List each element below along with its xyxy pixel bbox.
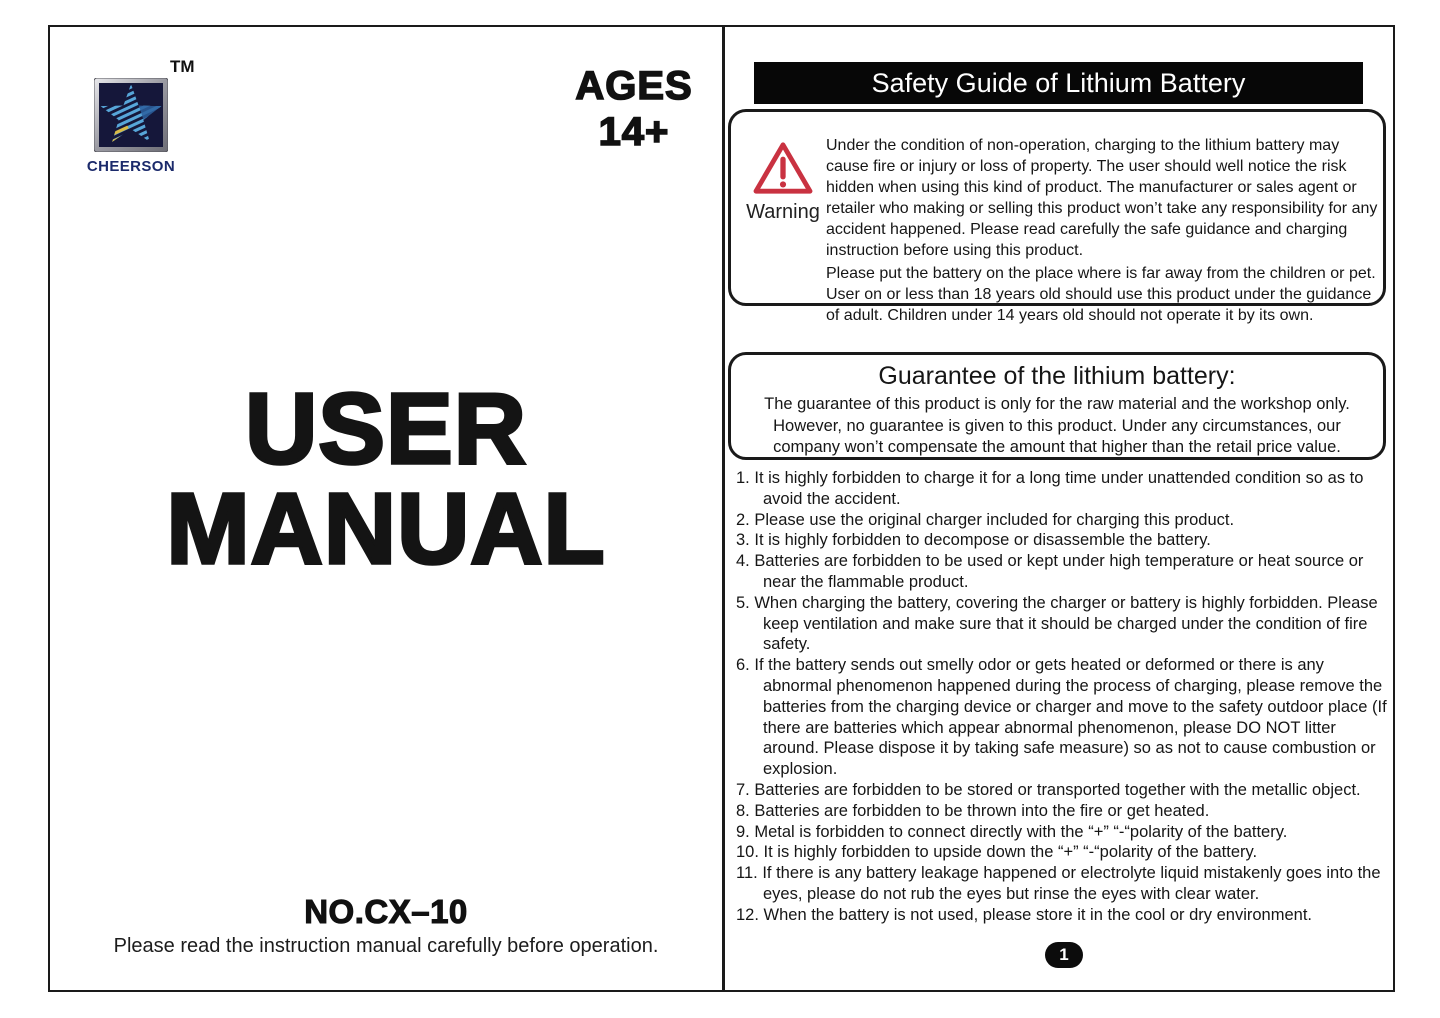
ages-badge (550, 63, 718, 155)
user-manual-title (50, 373, 722, 585)
rule-number: 5. (736, 593, 750, 612)
warning-triangle-icon (752, 140, 814, 196)
rule-number: 12. (736, 905, 759, 924)
rule-number: 6. (736, 656, 750, 675)
safety-rule-item (736, 842, 1390, 863)
rule-text: If the battery sends out smelly odor or gets heated or deformed or there is any abnormal phenomenon happened during the process of charging, please remove the batteries from the charging device or charger and move to the safety outdoor place (If there are batteries which appear abnormal phenomenon, please DO NOT litter around. Please dispose it by taking safe measure) so as not to cause combustion or explosion. (754, 656, 1387, 779)
title-line-2: MANUAL (166, 473, 606, 585)
warning-label: Warning (746, 201, 820, 223)
guarantee-title: Guarantee of the lithium battery: (878, 362, 1236, 390)
safety-rule-item (736, 863, 1390, 905)
rule-number: 4. (736, 552, 750, 571)
rule-number: 11. (736, 864, 758, 883)
safety-guide-header: Safety Guide of Lithium Battery (754, 62, 1363, 104)
warning-icon-block (741, 140, 825, 224)
rule-number: 8. (736, 801, 750, 820)
safety-rule-item (736, 905, 1390, 926)
model-number: NO.CX–10 (304, 893, 468, 930)
rule-text: Metal is forbidden to connect directly with the “+” “-“polarity of the battery. (754, 822, 1288, 841)
warning-paragraph-1: Under the condition of non-operation, charging to the lithium battery may cause fire or injury or loss of property. The user should well notice the risk hidden when using this kind of product. The manufacturer or sales agent or retailer who making or selling this product won’t take any responsibility for any accident happened. Please read carefully the safe guidance and charging instruction before using this product. (826, 137, 1378, 259)
star-logo-icon (94, 78, 168, 152)
rule-text: When the battery is not used, please store it in the cool or dry environment. (763, 905, 1312, 924)
rule-text: It is highly forbidden to charge it for a long time under unattended condition so as to avoid the accident. (754, 469, 1364, 508)
safety-rule-item (736, 593, 1390, 655)
cheerson-logo (94, 78, 168, 152)
rule-text: Batteries are forbidden to be thrown into the fire or get heated. (754, 801, 1210, 820)
rule-text: If there is any battery leakage happened or electrolyte liquid mistakenly goes into the eyes, please do not rub the eyes but rinse the eyes with clear water. (762, 864, 1381, 903)
safety-rule-item (736, 551, 1390, 593)
safety-rule-item (736, 801, 1390, 822)
rule-number: 2. (736, 510, 750, 529)
rule-number: 9. (736, 822, 750, 841)
safety-rule-item (736, 780, 1390, 801)
rule-text: When charging the battery, covering the charger or battery is highly forbidden. Please keep ventilation and make sure that it should be charged under the condition of fire safety. (754, 593, 1378, 654)
rule-number: 10. (736, 843, 759, 862)
rule-number: 1. (736, 469, 750, 487)
ages-value: 14+ (598, 110, 670, 154)
title-line-1: USER (245, 373, 527, 485)
safety-rule-item (736, 530, 1390, 551)
guarantee-body: The guarantee of this product is only for the raw material and the workshop only. However, no guarantee is given to this product. Under any circumstances, our company won’t compensate the amount that higher than the retail price value. (764, 395, 1350, 456)
brand-name: CHEERSON (86, 158, 176, 175)
safety-rule-item (736, 510, 1390, 531)
safety-rule-item (736, 822, 1390, 843)
page-border (48, 25, 1395, 992)
rule-number: 7. (736, 780, 750, 799)
warning-box (728, 109, 1386, 324)
safety-rules-list (736, 468, 1390, 926)
rule-text: It is highly forbidden to upside down the “+” “-“polarity of the battery. (763, 843, 1258, 862)
rule-text: Batteries are forbidden to be used or kept under high temperature or heat source or near the flammable product. (754, 552, 1364, 591)
cover-column (50, 27, 722, 990)
read-instruction-note: Please read the instruction manual carefully before operation. (113, 935, 659, 957)
warning-paragraph-2: Please put the battery on the place where is far away from the children or pet. User on or less than 18 years old should use this product under the guidance of adult. Children under 14 years old should not operate it by its own. (826, 265, 1376, 324)
trademark-symbol: TM (170, 57, 195, 76)
safety-rule-item (736, 655, 1390, 780)
ages-line: AGES (575, 64, 693, 108)
safety-rule-item (736, 468, 1390, 510)
page-number-badge: 1 (1045, 942, 1083, 968)
guarantee-box (728, 352, 1386, 460)
safety-column (725, 27, 1393, 990)
rule-text: Please use the original charger included for charging this product. (754, 510, 1235, 529)
rule-number: 3. (736, 531, 750, 550)
rule-text: Batteries are forbidden to be stored or transported together with the metallic object. (754, 780, 1361, 799)
rule-text: It is highly forbidden to decompose or disassemble the battery. (754, 531, 1211, 550)
